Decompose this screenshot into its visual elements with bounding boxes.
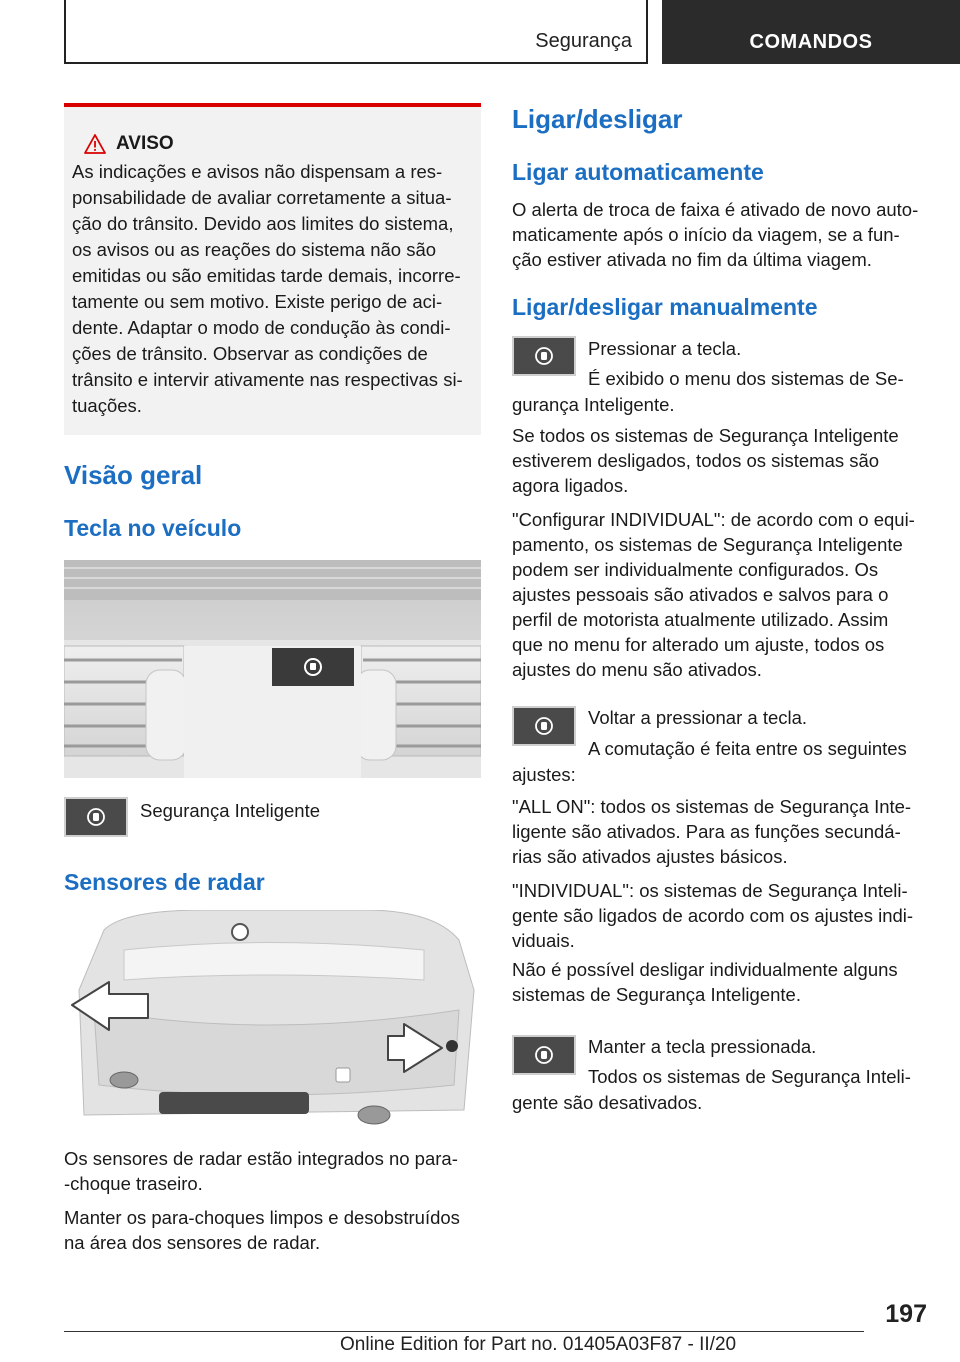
intelligent-safety-icon [534,1045,554,1065]
text-line: sistemas de Segurança Inteligente. [512,984,801,1005]
intelligent-safety-icon [86,807,106,827]
menu-displayed-line-1: É exibido o menu dos sistemas de Se- [588,368,904,389]
intelligent-safety-button-image [512,336,576,376]
rear-bumper-illustration [64,910,481,1125]
all-off-paragraph [512,423,899,498]
text-line: gente são ligados de acordo com os ajustes indi- [512,905,914,926]
text-line: agora ligados. [512,475,629,496]
warning-line: ções de trânsito. Observar as condições de [72,343,428,364]
text-line: ligente são ativados. Para as funções secundá- [512,821,901,842]
warning-text [72,159,469,419]
warning-line: tuações. [72,395,142,416]
text-line: Se todos os sistemas de Segurança Inteligente [512,425,899,446]
intelligent-safety-button-image [512,1035,576,1075]
text-line: na área dos sensores de radar. [64,1232,321,1253]
switch-line-2: ajustes: [512,764,576,785]
text-line: podem ser individualmente configurados. Os [512,559,879,580]
key-label: Segurança Inteligente [140,800,320,821]
text-line: viduais. [512,930,575,951]
intelligent-safety-button-image [512,706,576,746]
text-line: maticamente após o início da viagem, se a fun- [512,224,900,245]
all-on-paragraph [512,794,911,869]
warning-line: As indicações e avisos não dispensam a res- [72,161,443,182]
text-line: Não é possível desligar individualmente alguns [512,959,898,980]
chapter-tab-label: COMANDOS [749,30,873,53]
text-line: perfil de motorista atualmente utilizado. Assim [512,609,889,630]
header-box [64,0,648,64]
text-line: "INDIVIDUAL": os sistemas de Segurança Inteli- [512,880,908,901]
heading-manual-on-off: Ligar/desligar manualmente [512,294,818,320]
footer-divider [64,1331,864,1332]
menu-displayed-line-2: gurança Inteligente. [512,394,675,415]
text-line: que no menu for alterado um ajuste, todos os [512,634,885,655]
page-number: 197 [885,1300,927,1328]
hold-key-text: Manter a tecla pressionada. [588,1036,817,1057]
text-line: pamento, os sistemas de Segurança Inteligente [512,534,903,555]
heading-key-in-vehicle: Tecla no veículo [64,515,242,541]
text-line: Manter os para-choques limpos e desobstruídos [64,1207,460,1228]
radar-paragraph-1 [64,1146,458,1196]
press-again-text: Voltar a pressionar a tecla. [588,707,808,728]
rear-bumper-photo [64,910,481,1125]
individual-paragraph [512,878,913,953]
text-line: Os sensores de radar estão integrados no para- [64,1148,458,1169]
text-line: -choque traseiro. [64,1173,203,1194]
heading-overview: Visão geral [64,460,203,490]
text-line: "Configurar INDIVIDUAL": de acordo com o equi- [512,509,915,530]
text-line: ajustes pessoais são ativados e salvos para o [512,584,889,605]
dashboard-illustration [64,560,481,778]
radar-paragraph-2 [64,1205,460,1255]
warning-line: ponsabilidade de avaliar corretamente a situa- [72,187,452,208]
switch-line-1: A comutação é feita entre os seguintes [588,738,907,759]
dashboard-key-photo [64,560,481,778]
intelligent-safety-icon [534,346,554,366]
chapter-tab [662,0,960,64]
text-line: estiverem desligados, todos os sistemas são [512,450,880,471]
text-line: "ALL ON": todos os sistemas de Segurança Inte- [512,796,912,817]
text-line: rias são ativados ajustes básicos. [512,846,788,867]
warning-title-label: AVISO [116,133,174,154]
intelligent-safety-icon [534,716,554,736]
warning-line: dente. Adaptar o modo de condução às condi- [72,317,451,338]
configure-paragraph [512,507,915,682]
press-key-text: Pressionar a tecla. [588,338,742,359]
intelligent-safety-button-image [64,797,128,837]
warning-title [84,133,469,155]
section-title: Segurança [535,30,632,52]
deactivated-line-1: Todos os sistemas de Segurança Inteli- [588,1066,911,1087]
warning-line: os avisos ou as reações do sistema não são [72,239,437,260]
warning-line: ção do trânsito. Devido aos limites do sistema, [72,213,454,234]
footer-edition: Online Edition for Part no. 01405A03F87 - II/20 [340,1334,737,1355]
text-line: ção estiver ativada no fim da última viagem. [512,249,872,270]
warning-line: emitidas ou são emitidas tarde demais, incorre- [72,265,461,286]
warning-box [64,103,481,435]
warning-line: trânsito e intervir ativamente nas respectivas si- [72,369,463,390]
heading-radar-sensors: Sensores de radar [64,869,265,895]
text-line: ajustes do menu são ativados. [512,659,762,680]
not-possible-paragraph [512,957,898,1007]
warning-triangle-icon [84,134,106,154]
text-line: O alerta de troca de faixa é ativado de novo auto- [512,199,919,220]
heading-on-off: Ligar/desligar [512,104,683,134]
deactivated-line-2: gente são desativados. [512,1092,703,1113]
auto-paragraph [512,197,918,272]
warning-line: tamente ou sem motivo. Existe perigo de aci- [72,291,443,312]
heading-auto-on: Ligar automaticamente [512,159,764,185]
